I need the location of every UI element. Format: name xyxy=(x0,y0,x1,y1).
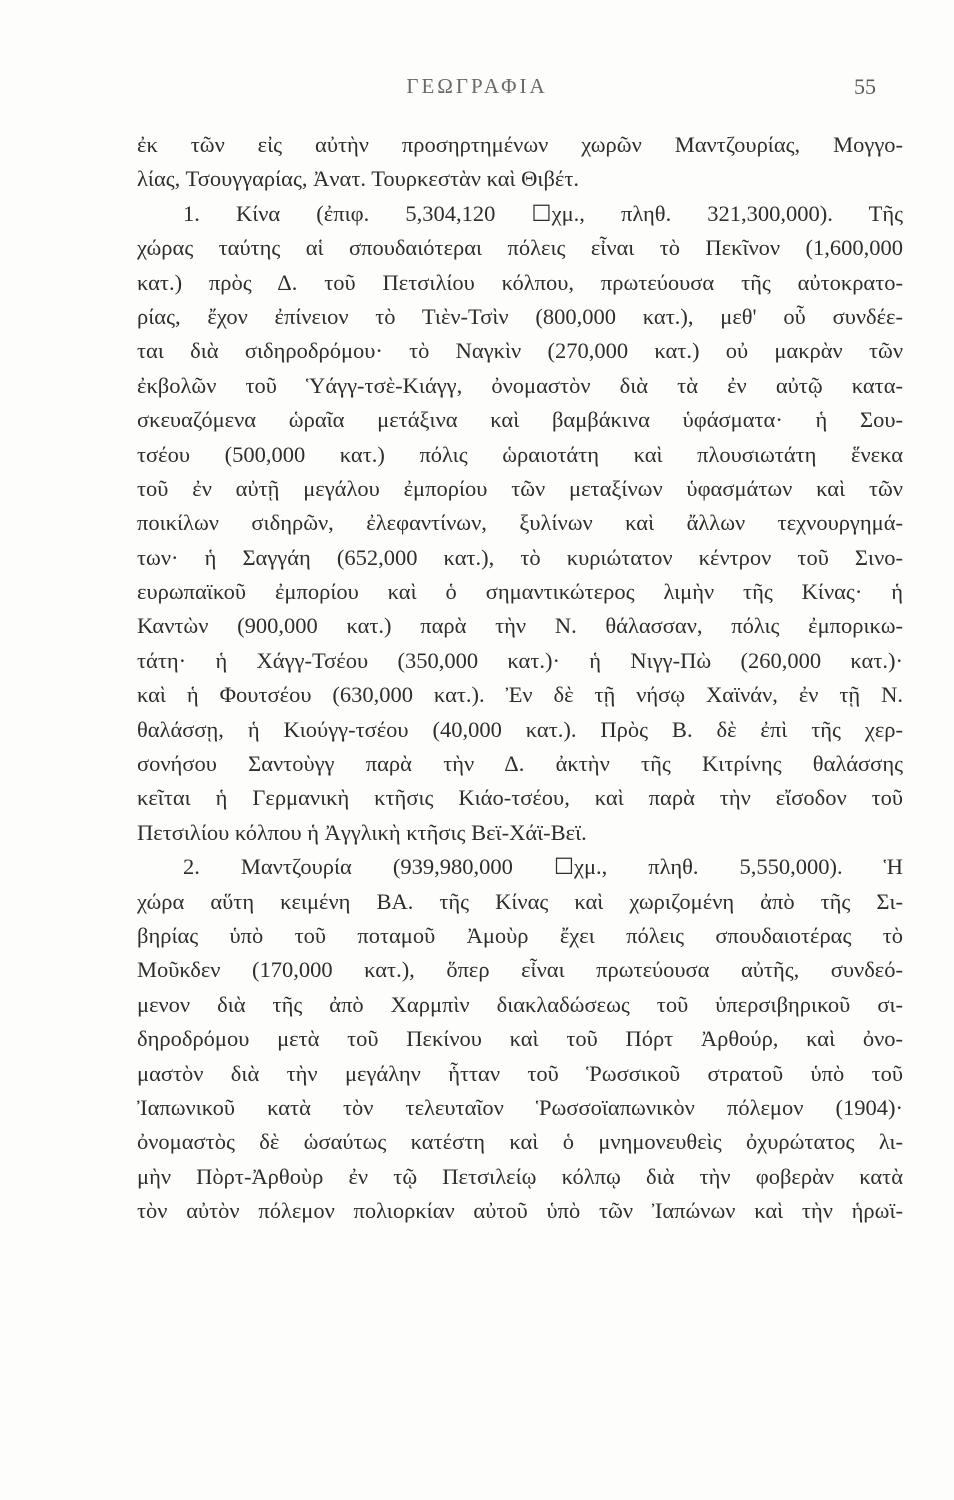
text-line: ἐκ τῶν εἰς αὐτὴν προσηρτημένων χωρῶν Μαντζουρίας, Μογγο- xyxy=(137,132,903,157)
text-line: μενον διὰ τῆς ἀπὸ Χαρμπὶν διακλαδώσεως τοῦ ὑπερσιβηρικοῦ σι- xyxy=(137,991,903,1017)
text-line: χώρας ταύτης αἱ σπουδαιότεραι πόλεις εἶναι τὸ Πεκῖνον (1,600,000 xyxy=(137,235,903,261)
text-line: ὀνομαστὸς δὲ ὡσαύτως κατέστη καὶ ὁ μνημονευθεὶς ὀχυρώτατος λι- xyxy=(137,1129,903,1155)
text-line: ευρωπαϊκοῦ ἐμπορίου καὶ ὁ σημαντικώτερος λιμὴν τῆς Κίνας· ἡ xyxy=(137,579,903,605)
text-line: τοῦ ἐν αὐτῇ μεγάλου ἐμπορίου τῶν μεταξίνων ὑφασμάτων καὶ τῶν xyxy=(137,475,903,501)
text-line: Ἰαπωνικοῦ κατὰ τὸν τελευταῖον Ῥωσσοϊαπωνικὸν πόλεμον (1904)· xyxy=(137,1094,903,1120)
text-line: των· ἡ Σαγγάη (652,000 κατ.), τὸ κυριώτατον κέντρον τοῦ Σινο- xyxy=(137,544,903,570)
text-line: Μοῦκδεν (170,000 κατ.), ὅπερ εἶναι πρωτεύουσα αὐτῆς, συνδεό- xyxy=(137,957,903,983)
text-line: τσέου (500,000 κατ.) πόλις ὡραιοτάτη καὶ πλουσιωτάτη ἕνεκα xyxy=(137,441,903,467)
running-head xyxy=(0,74,954,104)
text-line: ται διὰ σιδηροδρόμου· τὸ Ναγκὶν (270,000 κατ.) οὐ μακρὰν τῶν xyxy=(137,338,903,364)
text-line: θαλάσσῃ, ἡ Κιούγγ-τσέου (40,000 κατ.). Πρὸς Β. δὲ ἐπὶ τῆς χερ- xyxy=(137,716,903,742)
text-line: ποικίλων σιδηρῶν, ἐλεφαντίνων, ξυλίνων καὶ ἄλλων τεχνουργημά- xyxy=(137,510,903,536)
text-line: Καντὼν (900,000 κατ.) παρὰ τὴν Ν. θάλασσαν, πόλις ἐμπορικω- xyxy=(137,613,903,639)
text-line: λίας, Τσουγγαρίας, Ἀνατ. Τουρκεστὰν καὶ Θιβέτ. xyxy=(137,166,580,192)
text-line: Πετσιλίου κόλπου ἡ Ἀγγλικὴ κτῆσις Βεϊ-Χάϊ-Βεϊ. xyxy=(137,819,587,845)
text-line: ἐκβολῶν τοῦ Ὑάγγ-τσὲ-Κιάγγ, ὀνομαστὸν διὰ τὰ ἐν αὐτῷ κατα- xyxy=(137,372,903,398)
page-number: 55 xyxy=(854,74,876,99)
text-line: χώρα αὕτη κειμένη ΒΑ. τῆς Κίνας καὶ χωριζομένη ἀπὸ τῆς Σι- xyxy=(137,888,903,914)
text-line: 1. Κίνα (ἐπιφ. 5,304,120 ☐χμ., πληθ. 321,300,000). Τῆς xyxy=(183,200,903,226)
text-line: τὸν αὐτὸν πόλεμον πολιορκίαν αὐτοῦ ὑπὸ τῶν Ἰαπώνων καὶ τὴν ἡρωϊ- xyxy=(137,1198,903,1224)
text-line: ρίας, ἔχον ἐπίνειον τὸ Τιὲν-Τσὶν (800,000 κατ.), μεθ' οὗ συνδέε- xyxy=(137,303,903,329)
text-line: σονήσου Σαντοὺγγ παρὰ τὴν Δ. ἀκτὴν τῆς Κιτρίνης θαλάσσης xyxy=(137,751,903,777)
text-line: κατ.) πρὸς Δ. τοῦ Πετσιλίου κόλπου, πρωτεύουσα τῆς αὐτοκρατο- xyxy=(137,269,903,295)
text-line: μὴν Πὸρτ-Ἀρθοὺρ ἐν τῷ Πετσιλείῳ κόλπῳ διὰ τὴν φοβερὰν κατὰ xyxy=(137,1163,903,1189)
text-line: τάτη· ἡ Χάγγ-Τσέου (350,000 κατ.)· ἡ Νιγγ-Πὼ (260,000 κατ.)· xyxy=(137,647,903,673)
body-text xyxy=(137,128,903,1229)
text-line: μαστὸν διὰ τὴν μεγάλην ἧτταν τοῦ Ῥωσσικοῦ στρατοῦ ὑπὸ τοῦ xyxy=(137,1060,903,1086)
text-line: κεῖται ἡ Γερμανικὴ κτῆσις Κιάο-τσέου, καὶ παρὰ τὴν εἴσοδον τοῦ xyxy=(137,785,903,811)
running-title: ΓΕΩΓΡΑΦΙΑ xyxy=(406,74,548,98)
text-line: βηρίας ὑπὸ τοῦ ποταμοῦ Ἀμοὺρ ἔχει πόλεις σπουδαιοτέρας τὸ xyxy=(137,922,903,948)
text-line: σκευαζόμενα ὡραῖα μετάξινα καὶ βαμβάκινα ὑφάσματα· ἡ Σου- xyxy=(137,407,903,433)
text-line: δηροδρόμου μετὰ τοῦ Πεκίνου καὶ τοῦ Πόρτ Ἀρθούρ, καὶ ὀνο- xyxy=(137,1026,903,1052)
text-line: καὶ ἡ Φουτσέου (630,000 κατ.). Ἐν δὲ τῇ νήσῳ Χαϊνάν, ἐν τῇ Ν. xyxy=(137,682,903,708)
text-line: 2. Μαντζουρία (939,980,000 ☐χμ., πληθ. 5,550,000). Ἡ xyxy=(183,854,903,880)
